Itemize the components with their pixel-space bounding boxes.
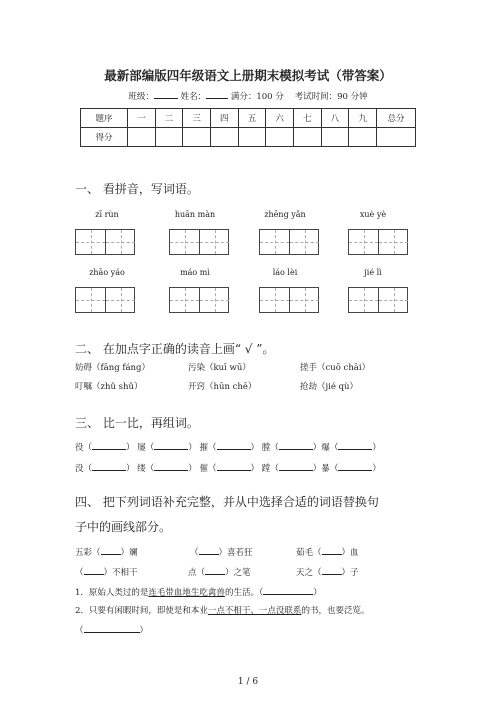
question-2: 2．只要有闲暇时间，即使是和本业一点不相干、一点没联系的书，也要泛览。 — [75, 606, 370, 616]
answer-blank[interactable] — [322, 545, 342, 555]
writing-grid[interactable] — [259, 287, 319, 313]
answer-blank[interactable] — [92, 461, 126, 471]
score-cell[interactable] — [238, 128, 266, 147]
compare-row-2: 没（ ） 缕（ ） 催（ ） 蹚（ ）暴（ ） — [75, 461, 381, 474]
writing-grid[interactable] — [169, 287, 229, 313]
answer-blank[interactable] — [279, 461, 313, 471]
full-score: 满分：100 分 — [230, 92, 284, 102]
page-number: 1 / 6 — [237, 677, 259, 687]
answer-blank[interactable] — [338, 440, 372, 450]
pinyin-choice: 开窍（hūn chē） — [188, 382, 257, 392]
answer-blank[interactable] — [84, 623, 140, 633]
table-cell: 七 — [293, 109, 321, 128]
idiom-item: 点（ ）之笔 — [188, 565, 251, 578]
section2-heading: 二、 在加点字正确的读音上画“ √ ”。 — [75, 342, 275, 356]
answer-blank[interactable] — [217, 440, 251, 450]
pinyin: jié lì — [364, 268, 382, 277]
table-cell: 题序 — [81, 109, 128, 128]
answer-blank[interactable] — [263, 585, 313, 595]
pinyin: zhāo yáo — [89, 268, 125, 277]
question-1: 1．原始人类过的是连毛带血地生吃禽兽的生活。（ ） — [75, 585, 322, 598]
class-label: 班级： — [128, 92, 154, 102]
compare-row-1: 役（ ） 屡（ ） 摧（ ） 膛（ ）爆（ ） — [75, 440, 381, 453]
answer-blank[interactable] — [92, 440, 126, 450]
writing-grid[interactable] — [259, 229, 319, 255]
idiom-item: 五彩（ ）斓 — [75, 545, 138, 558]
answer-blank[interactable] — [154, 461, 188, 471]
writing-grid[interactable] — [169, 229, 229, 255]
class-blank — [154, 89, 178, 99]
name-label: 姓名： — [180, 92, 207, 102]
table-cell: 三 — [183, 109, 211, 128]
idiom-item: 茹毛（ ）血 — [296, 545, 359, 558]
answer-blank[interactable] — [154, 440, 188, 450]
table-cell: 二 — [155, 109, 183, 128]
pinyin-choice: 抢劫（jié qù） — [300, 382, 359, 392]
pinyin: huān màn — [174, 210, 216, 219]
table-cell: 总分 — [377, 109, 416, 128]
underlined-phrase: 连毛带血地生吃禽兽 — [148, 588, 225, 598]
score-cell[interactable] — [266, 128, 294, 147]
answer-blank[interactable] — [322, 565, 342, 575]
section4-heading-line2: 子中的画线部分。 — [75, 520, 172, 534]
score-cell[interactable] — [293, 128, 321, 147]
idiom-item: 天之（ ）子 — [296, 565, 359, 578]
table-cell: 五 — [238, 109, 266, 128]
score-cell[interactable] — [128, 128, 156, 147]
pinyin-choice: 叮嘱（zhǔ shǔ） — [75, 382, 143, 392]
table-cell: 九 — [349, 109, 377, 128]
answer-blank[interactable] — [338, 461, 372, 471]
score-cell[interactable] — [377, 128, 416, 147]
pinyin: zī rùn — [95, 210, 119, 219]
name-blank — [206, 89, 228, 99]
score-table-score-row — [81, 128, 416, 147]
score-cell[interactable] — [155, 128, 183, 147]
score-cell[interactable] — [210, 128, 238, 147]
pinyin: láo lèi — [272, 268, 298, 277]
score-cell[interactable] — [349, 128, 377, 147]
section1-heading: 一、 看拼音，写词语。 — [75, 182, 199, 196]
answer-blank[interactable] — [205, 565, 225, 575]
pinyin-choice: 搓手（cuō chāi） — [300, 363, 371, 373]
table-cell: 四 — [210, 109, 238, 128]
section3-heading: 三、 比一比，再组词。 — [75, 416, 199, 430]
table-cell: 一 — [128, 109, 156, 128]
score-cell[interactable] — [321, 128, 349, 147]
question-2-answer: （ ） — [75, 623, 148, 636]
answer-blank[interactable] — [217, 461, 251, 471]
writing-grid[interactable] — [75, 229, 135, 255]
underlined-phrase: 一点不相干、一点没联系 — [207, 606, 302, 616]
score-table-header-row — [81, 109, 416, 128]
idiom-item: （ ）不相干 — [75, 565, 138, 578]
answer-blank[interactable] — [279, 440, 313, 450]
answer-blank[interactable] — [199, 545, 219, 555]
score-cell[interactable] — [183, 128, 211, 147]
exam-time: 考试时间：90 分钟 — [294, 92, 368, 102]
answer-blank[interactable] — [101, 545, 121, 555]
pinyin: máo mì — [180, 268, 210, 277]
pinyin-choice: 妨碍（fāng fáng） — [75, 363, 150, 373]
section4-heading-line1: 四、 把下列词语补充完整，并从中选择合适的词语替换句 — [75, 495, 379, 509]
idiom-item: （ ）喜若狂 — [190, 545, 253, 558]
exam-info — [0, 89, 496, 102]
writing-grid[interactable] — [75, 287, 135, 313]
pinyin: xuè yè — [359, 210, 387, 219]
exam-title: 最新部编版四年级语文上册期末模拟考试（带答案） — [104, 68, 392, 83]
writing-grid[interactable] — [348, 229, 408, 255]
writing-grid[interactable] — [348, 287, 408, 313]
score-table — [80, 108, 416, 147]
table-cell: 六 — [266, 109, 294, 128]
table-cell: 得分 — [81, 128, 128, 147]
pinyin: zhēng yǎn — [264, 210, 306, 219]
table-cell: 八 — [321, 109, 349, 128]
answer-blank[interactable] — [84, 565, 104, 575]
pinyin-choice: 污染（kuī wū） — [188, 363, 251, 373]
